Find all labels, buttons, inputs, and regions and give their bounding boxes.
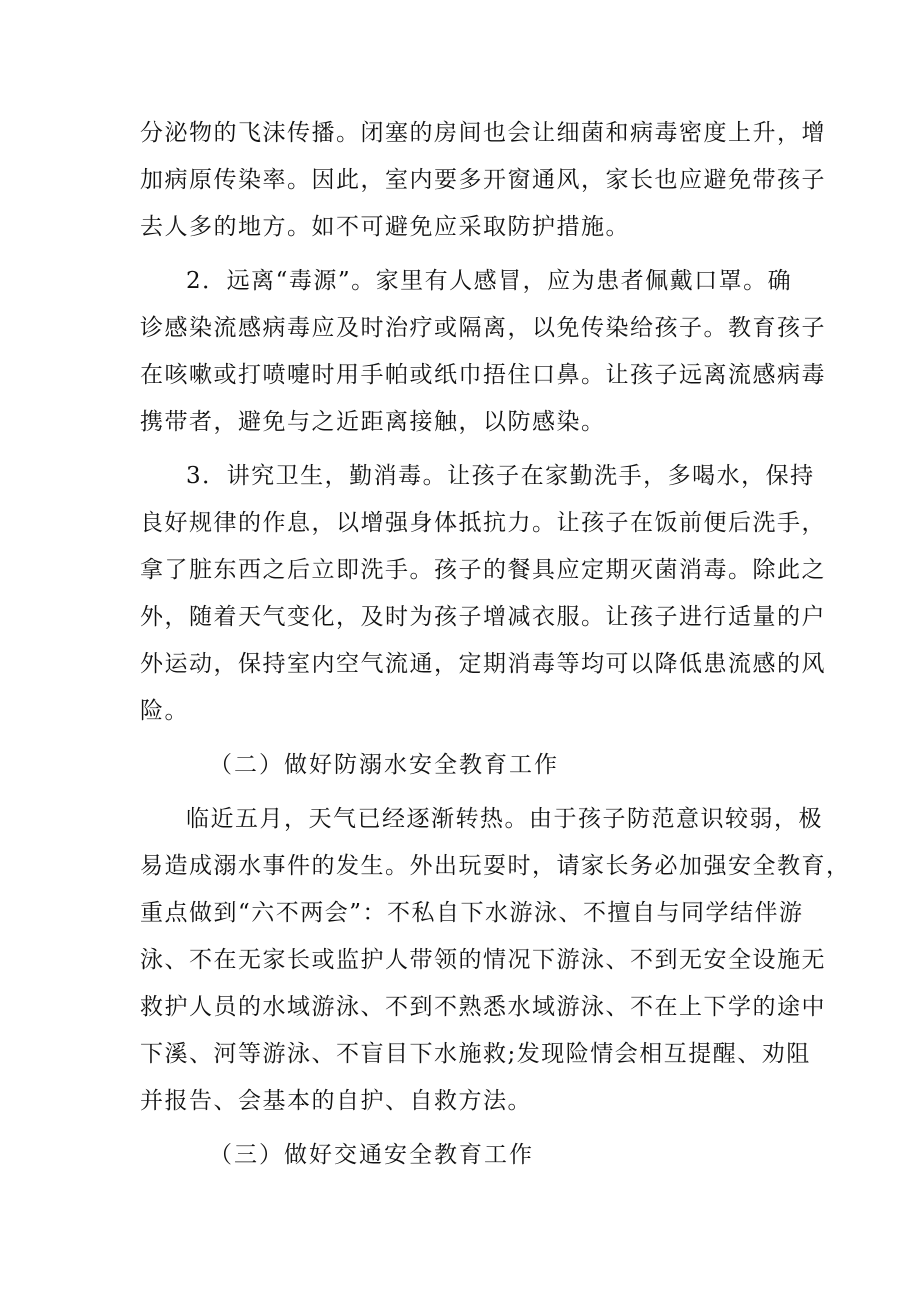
paragraph-line: 外，随着天气变化，及时为孩子增减衣服。让孩子进行适量的户 bbox=[140, 604, 826, 630]
paragraph-line: 拿了脏东西之后立即洗手。孩子的餐具应定期灭菌消毒。除此之 bbox=[140, 557, 826, 583]
paragraph-line: 在咳嗽或打喷嚏时用手帕或纸巾捂住口鼻。让孩子远离流感病毒 bbox=[140, 362, 826, 388]
paragraph-line: 并报告、会基本的自护、自救方法。 bbox=[140, 1088, 532, 1114]
paragraph-line: 良好规律的作息，以增强身体抵抗力。让孩子在饭前便后洗手， bbox=[140, 510, 826, 536]
paragraph-line: 易造成溺水事件的发生。外出玩耍时，请家长务必加强安全教育， bbox=[140, 853, 851, 879]
paragraph-line: 重点做到“六不两会”：不私自下水游泳、不擅自与同学结伴游 bbox=[140, 900, 804, 926]
paragraph-line: 救护人员的水域游泳、不到不熟悉水域游泳、不在上下学的途中 bbox=[140, 994, 826, 1020]
paragraph-line: 诊感染流感病毒应及时治疗或隔离，以免传染给孩子。教育孩子 bbox=[140, 315, 826, 341]
paragraph-line: 险。 bbox=[140, 698, 189, 724]
paragraph-line: 去人多的地方。如不可避免应采取防护措施。 bbox=[140, 214, 630, 240]
section-heading: （三）做好交通安全教育工作 bbox=[209, 1142, 534, 1168]
paragraph-line: 加病原传染率。因此，室内要多开窗通风，家长也应避免带孩子 bbox=[140, 167, 826, 193]
paragraph-line: 携带者，避免与之近距离接触，以防感染。 bbox=[140, 409, 606, 435]
paragraph-line: 外运动，保持室内空气流通，定期消毒等均可以降低患流感的风 bbox=[140, 651, 826, 677]
paragraph-line: 临近五月，天气已经逐渐转热。由于孩子防范意识较弱，极 bbox=[186, 806, 823, 832]
section-heading: （二）做好防溺水安全教育工作 bbox=[209, 752, 559, 778]
paragraph-line: 下溪、河等游泳、不盲目下水施救;发现险情会相互提醒、劝阻 bbox=[140, 1041, 811, 1067]
paragraph-line: 泳、不在无家长或监护人带领的情况下游泳、不到无安全设施无 bbox=[140, 947, 826, 973]
paragraph-line: 2．远离“毒源”。家里有人感冒，应为患者佩戴口罩。确 bbox=[186, 268, 793, 294]
paragraph-line: 分泌物的飞沫传播。闭塞的房间也会让细菌和病毒密度上升，增 bbox=[140, 120, 826, 146]
paragraph-line: 3．讲究卫生，勤消毒。让孩子在家勤洗手，多喝水，保持 bbox=[186, 463, 815, 489]
